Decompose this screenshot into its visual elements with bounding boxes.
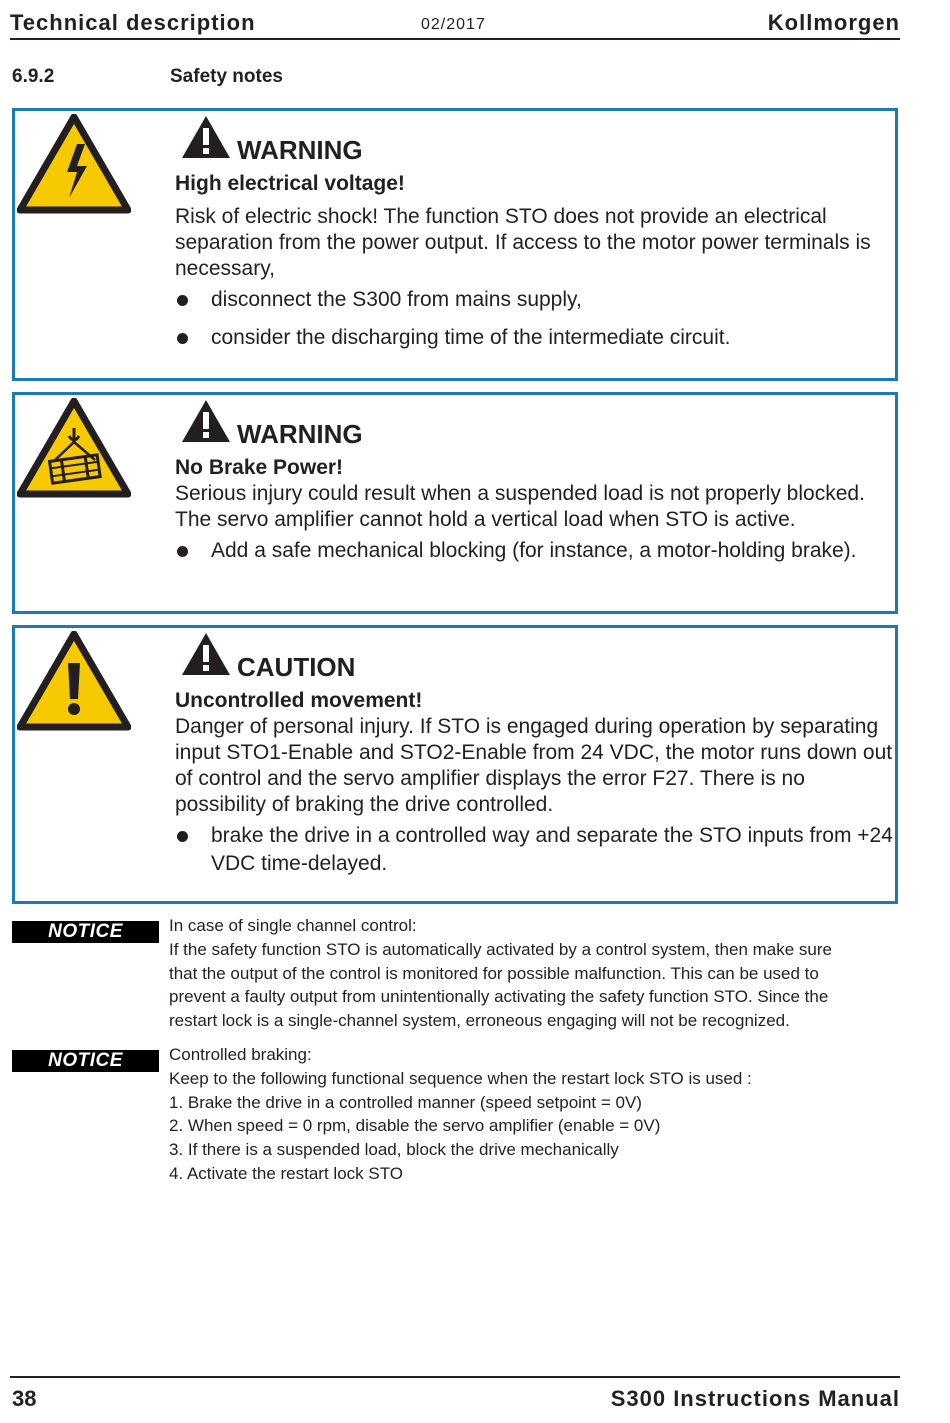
notice-line: that the output of the control is monitored for possible malfunction. This can be used to xyxy=(169,963,819,983)
notice-text xyxy=(169,914,899,1033)
header-title: Technical description xyxy=(10,10,256,35)
alert-triangle-icon xyxy=(181,115,231,159)
warning-bullet: Add a safe mechanical blocking (for instance, a motor-holding brake). xyxy=(175,537,893,565)
notice-line: 1. Brake the drive in a controlled manner (speed setpoint = 0V) xyxy=(169,1092,642,1112)
page-header xyxy=(10,8,900,40)
warning-bullet-list xyxy=(175,537,893,565)
warning-box-brake xyxy=(12,392,898,614)
notice-line: In case of single channel control: xyxy=(169,916,417,935)
page-footer xyxy=(10,1376,900,1418)
warning-bullet-list xyxy=(175,286,893,352)
page-number: 38 xyxy=(12,1386,37,1411)
general-warning-icon xyxy=(17,631,131,731)
signal-word: WARNING xyxy=(237,135,363,165)
notice-line: restart lock is a single-channel system, erroneous engaging will not be recognized. xyxy=(169,1011,790,1031)
notice-line: prevent a faulty output from unintentionally activating the safety function STO. Since the xyxy=(169,987,829,1007)
electrical-voltage-warning-icon xyxy=(17,114,131,214)
warning-box-electrical xyxy=(12,108,898,381)
warning-title: Uncontrolled movement! xyxy=(175,689,423,712)
warning-bullet-list xyxy=(175,822,893,878)
section-title: Safety notes xyxy=(170,66,283,87)
header-company: Kollmorgen xyxy=(767,10,900,35)
section-number: 6.9.2 xyxy=(12,66,55,87)
notice-line: Keep to the following functional sequence when the restart lock STO is used : xyxy=(169,1068,752,1088)
signal-word: WARNING xyxy=(237,419,363,449)
alert-triangle-icon xyxy=(181,399,231,443)
warning-content xyxy=(175,688,893,878)
notice-line: Controlled braking: xyxy=(169,1045,312,1064)
warning-body: Serious injury could result when a suspended load is not properly blocked. The servo amplifier cannot hold a vertical load when STO is active. xyxy=(175,482,865,531)
notice-badge: NOTICE xyxy=(12,921,159,943)
notice-text xyxy=(169,1043,899,1186)
header-date: 02/2017 xyxy=(421,16,486,33)
notice-line: 3. If there is a suspended load, block the drive mechanically xyxy=(169,1140,619,1160)
signal-word: CAUTION xyxy=(237,652,356,682)
warning-bullet: brake the drive in a controlled way and separate the STO inputs from +24 VDC time-delayed. xyxy=(175,822,893,878)
notice-line: 4. Activate the restart lock STO xyxy=(169,1163,404,1183)
caution-box-movement xyxy=(12,625,898,904)
warning-bullet: disconnect the S300 from mains supply, xyxy=(175,286,893,314)
notice-badge: NOTICE xyxy=(12,1050,159,1072)
warning-body: Risk of electric shock! The function STO does not provide an electrical separation from the power output. If access to the motor power terminals is necessary, xyxy=(175,205,871,280)
warning-content xyxy=(175,171,893,352)
notice-line: If the safety function STO is automatically activated by a control system, then make sure xyxy=(169,939,832,959)
warning-body: Danger of personal injury. If STO is engaged during operation by separating input STO1-Enable and STO2-Enable from 24 VDC, the motor runs down out of control and the servo amplifier displays the error F27. There is no possibility of braking the drive controlled. xyxy=(175,715,893,816)
suspended-load-warning-icon xyxy=(17,398,131,498)
warning-title: High electrical voltage! xyxy=(175,172,405,195)
alert-triangle-icon xyxy=(181,632,231,676)
warning-content xyxy=(175,455,893,565)
notice-line: 2. When speed = 0 rpm, disable the servo amplifier (enable = 0V) xyxy=(169,1116,661,1136)
warning-bullet: consider the discharging time of the intermediate circuit. xyxy=(175,324,893,352)
warning-title: No Brake Power! xyxy=(175,456,344,479)
manual-title: S300 Instructions Manual xyxy=(610,1386,900,1411)
